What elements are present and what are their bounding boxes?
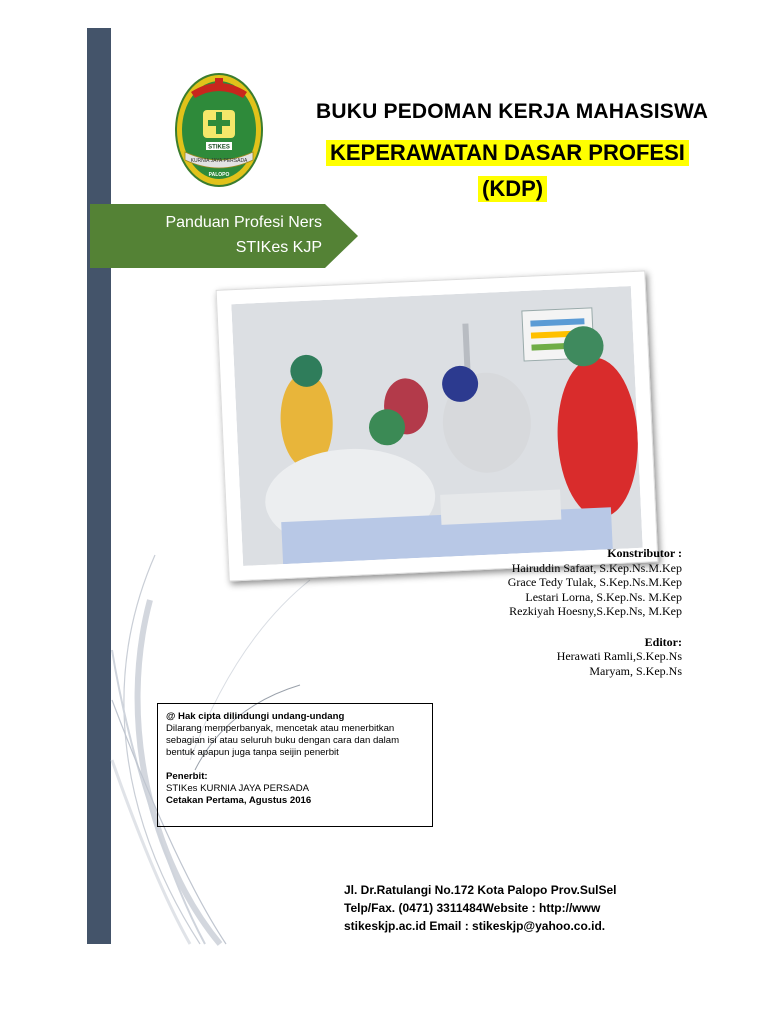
copyright-body-line: bentuk apapun juga tanpa seijin penerbit [166, 747, 339, 758]
banner-line-2: STIKes KJP [235, 239, 322, 256]
logo-city-text: PALOPO [208, 172, 230, 178]
copyright-heading: @ Hak cipta dilindungi undang-undang [166, 711, 345, 722]
stikes-logo [173, 70, 265, 188]
edition-text: Cetakan Pertama, Agustus 2016 [166, 795, 312, 806]
publisher-label: Penerbit: [166, 771, 208, 782]
address-block [344, 881, 617, 935]
banner-line-1: Panduan Profesi Ners [165, 214, 322, 231]
nursing-practice-photo [231, 286, 642, 566]
green-banner [90, 204, 360, 268]
logo-inner-text: STIKES [208, 144, 230, 151]
publisher-name: STIKes KURNIA JAYA PERSADA [166, 783, 310, 794]
copyright-body-line: Dilarang memperbanyak, mencetak atau menerbitkan [166, 723, 395, 734]
contributor-name: Rezkiyah Hoesny,S.Kep.Ns, M.Kep [509, 604, 682, 618]
contributors-heading: Konstributor : [607, 546, 682, 560]
photo-frame [216, 270, 659, 581]
title-line-2: KEPERAWATAN DASAR PROFESI [326, 140, 689, 166]
editors-heading: Editor: [644, 634, 682, 649]
editor-name: Maryam, S.Kep.Ns [589, 663, 682, 678]
address-line-1: Jl. Dr.Ratulangi No.172 Kota Palopo Prov.SulSel [344, 883, 617, 897]
address-line-2: Telp/Fax. (0471) 3311484Website : http://www [344, 901, 601, 915]
copyright-box [157, 703, 433, 827]
logo-ribbon-text: KURNIA JAYA PERSADA [190, 158, 248, 164]
contributor-name: Lestari Lorna, S.Kep.Ns. M.Kep [525, 589, 682, 604]
contributor-name: Hairuddin Safaat, S.Kep.Ns.M.Kep [511, 560, 682, 575]
contributor-name: Grace Tedy Tulak, S.Kep.Ns.M.Kep [507, 575, 682, 589]
copyright-body-line: sebagian isi atau seluruh buku dengan cara dan dalam [166, 735, 400, 746]
left-decorative-bar [87, 28, 111, 944]
title-line-1: BUKU PEDOMAN KERJA MAHASISWA [316, 100, 709, 123]
title-line-3: (KDP) [478, 176, 547, 202]
editor-name: Herawati Ramli,S.Kep.Ns [556, 649, 682, 663]
address-line-3: stikeskjp.ac.id Email : stikeskjp@yahoo.co.id. [344, 919, 606, 933]
credits-block [508, 546, 682, 678]
